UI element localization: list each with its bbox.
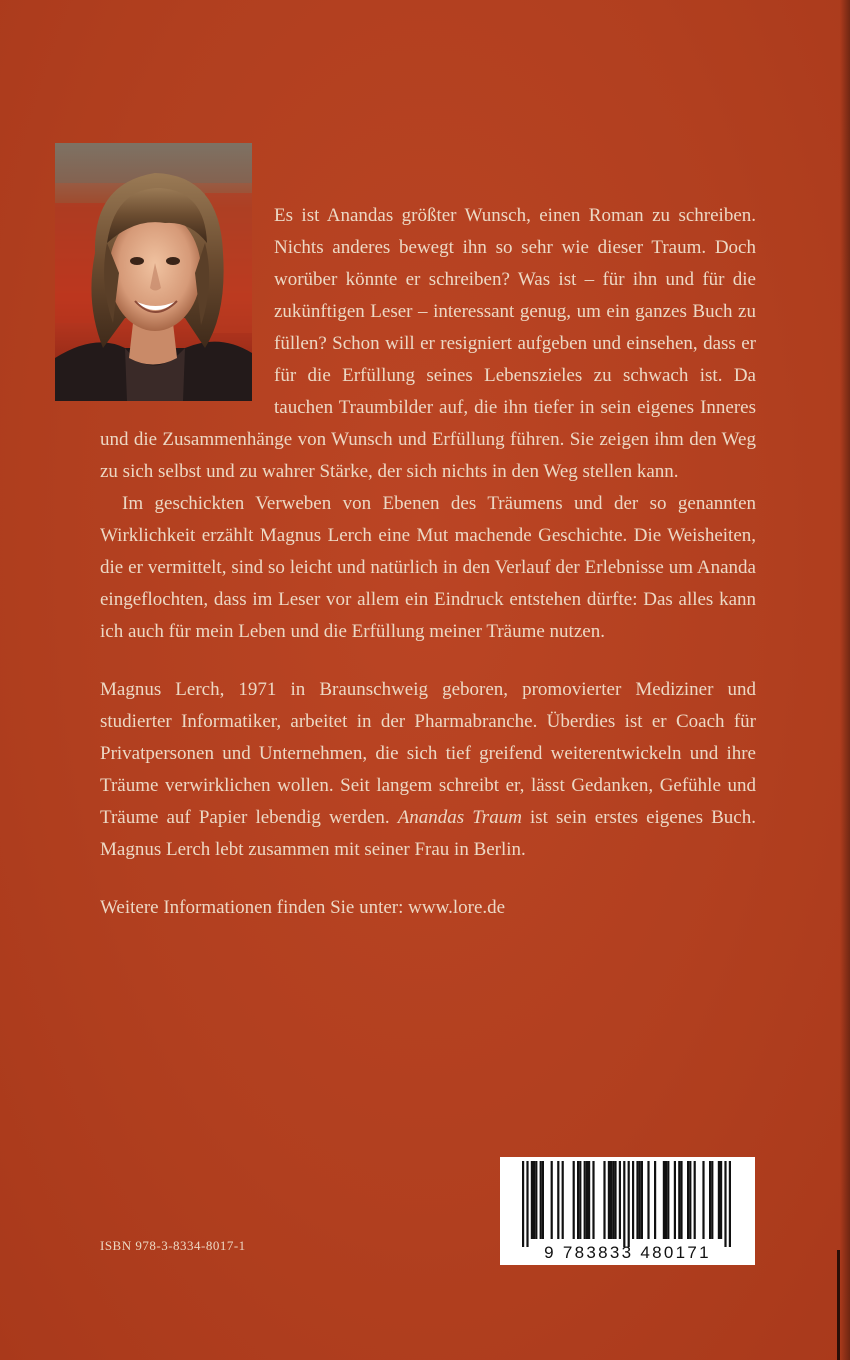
barcode-bar [663,1161,665,1239]
blurb-paragraph-2: Im geschickten Verweben von Ebenen des Träumens und der so genannten Wirklichkeit erzählt Magnus Lerch eine Mut machende Geschichte. Die Weisheiten, die er vermittelt, sind so leicht und natürlich in den Verlauf der Erlebnisse um Ananda eingeflochten, dass im Leser vor allem ein Eindruck entstehen dürfte: Das alles kann ich auch für mein Leben und die Erfüllung meiner Träume nutzen. [100,493,756,642]
barcode-bar [632,1161,634,1239]
barcode-bar [718,1161,720,1239]
barcode-bar [610,1161,612,1239]
barcode-bar [674,1161,676,1239]
barcode [500,1157,755,1265]
barcode-bar [533,1161,535,1239]
isbn-text: ISBN 978-3-8334-8017-1 [100,1238,246,1253]
barcode-bar [667,1161,669,1239]
barcode-bar [702,1161,704,1239]
barcode-bar [531,1161,533,1239]
barcode-bar [729,1161,731,1247]
barcode-bar [687,1161,689,1239]
author-bio-text-end: ist sein erstes eigenes Buch. Magnus Lerch lebt zusammen mit seiner Frau in Berlin. [100,807,756,860]
barcode-bar [573,1161,575,1239]
barcode-bar [535,1161,537,1239]
barcode-bar [588,1161,590,1239]
barcode-bar [694,1161,696,1239]
barcode-bar [623,1161,625,1247]
photo-wrap-spacer [100,200,274,424]
barcode-bar [557,1161,559,1239]
barcode-bar [678,1161,680,1239]
barcode-bar [647,1161,649,1239]
barcode-digits: 9 783833 480171 [544,1243,711,1262]
barcode-bar [562,1161,564,1239]
more-info: Weitere Informationen finden Sie unter: www.lore.de [100,897,506,918]
author-bio [100,674,756,866]
barcode-bar [542,1161,544,1239]
barcode-bar [614,1161,616,1239]
barcode-bar [584,1161,586,1239]
barcode-bar [641,1161,643,1239]
barcode-bar [665,1161,667,1239]
barcode-bar [522,1161,524,1247]
author-bio-text: Magnus Lerch, 1971 in Braunschweig geboren, promovierter Mediziner und studierter Informatiker, arbeitet in der Pharmabranche. Überdies ist er Coach für Privatpersonen und Unternehmen, die sich tief greifend weiterentwickeln und ihre Träume verwirklichen wollen. Seit langem schreibt er, lässt Gedanken, Gefühle und Träume auf Papier lebendig werden. [100,679,756,828]
barcode-bar [689,1161,691,1239]
barcode-bar [720,1161,722,1239]
barcode-bar [540,1161,542,1239]
barcode-bar [608,1161,610,1239]
barcode-bar [592,1161,594,1239]
barcode-bar [654,1161,656,1239]
barcode-bar [724,1161,726,1247]
barcode-bar [612,1161,614,1239]
barcode-bar [579,1161,581,1239]
barcode-bar [551,1161,553,1239]
barcode-bar [603,1161,605,1239]
barcode-bar [636,1161,638,1239]
barcode-bar [628,1161,630,1247]
barcode-bar [709,1161,711,1239]
book-title: Anandas Traum [397,807,522,828]
barcode-bar [526,1161,528,1247]
back-cover-text [100,200,756,924]
barcode-bar [639,1161,641,1239]
blurb-paragraph-1: Es ist Anandas größter Wunsch, einen Roman zu schreiben. Nichts anderes bewegt ihn so sehr wie dieser Traum. Doch worüber könnte er schreiben? Was ist – für ihn und für die zukünftigen Leser – interessant genug, um ein ganzes Buch zu füllen? Schon will er resigniert aufgeben und einsehen, dass er für die Erfüllung seines Lebenszieles zu schwach ist. Da tauchen Traumbilder auf, die ihn tiefer in sein eigenes Inneres und die Zusammenhänge von Wunsch und Erfüllung führen. Sie zeigen ihm den Weg zu sich selbst und zu wahrer Stärke, der sich nichts in den Weg stellen kann. [100,205,756,482]
barcode-bar [586,1161,588,1239]
spine-mark [837,1250,840,1360]
barcode-bar [680,1161,682,1239]
barcode-bar [711,1161,713,1239]
barcode-bar [577,1161,579,1239]
barcode-bar [619,1161,621,1239]
spine-shadow [840,0,850,1360]
